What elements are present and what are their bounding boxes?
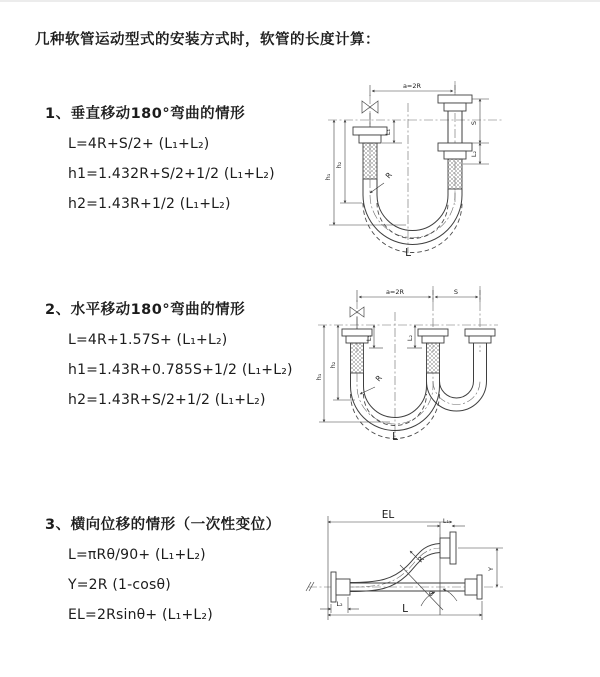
diagram-horizontal-180-bend — [310, 282, 600, 462]
centerlines — [328, 81, 502, 253]
dimension-el — [328, 509, 452, 620]
el-label: EL — [381, 509, 395, 521]
centerline-break-mark — [306, 582, 314, 591]
page-title: 几种软管运动型式的安装方式时，软管的长度计算： — [35, 32, 380, 48]
s-label: S — [453, 288, 459, 296]
l-label: L — [405, 247, 411, 259]
y-label: Y — [487, 567, 495, 571]
l1-label: L₁ — [442, 517, 450, 525]
formula-EL: EL=2Rsinθ+ (L₁+L₂) — [68, 607, 213, 623]
diagram-vertical-180-bend — [310, 77, 600, 272]
formula-h1: h1=1.43R+0.785S+1/2 (L₁+L₂) — [68, 362, 293, 378]
h2-label: h₂ — [329, 361, 337, 369]
middle-pipe-flange — [418, 329, 448, 373]
dimension-l — [328, 601, 482, 620]
right-pipe-flange — [465, 329, 495, 357]
dimension-l2 — [406, 325, 422, 348]
r-label: R — [373, 373, 384, 384]
formula-L: L=4R+S/2+ (L₁+L₂) — [68, 136, 210, 152]
formula-L: L=πRθ/90+ (L₁+L₂) — [68, 547, 206, 563]
section-3-heading: 3、横向位移的情形（一次性变位） — [45, 517, 281, 533]
hose-s-curve — [350, 544, 440, 592]
s-label: S — [470, 120, 478, 126]
dimension-l1 — [365, 325, 383, 348]
l2-label: L₂ — [336, 600, 343, 608]
dimension-s-l2 — [463, 99, 489, 164]
right-flange — [465, 575, 482, 599]
l2-label: L₂ — [470, 150, 478, 158]
dimension-l1 — [382, 120, 402, 143]
formula-h2: h2=1.43R+1/2 (L₁+L₂) — [68, 196, 231, 212]
l1-label: L₁ — [384, 128, 392, 136]
l2-label: L₂ — [406, 334, 414, 342]
a2r-label: a=2R — [385, 288, 405, 296]
h1-label: h₁ — [324, 173, 332, 181]
valve-icon — [362, 101, 378, 127]
section-horizontal-180 — [45, 301, 293, 409]
dimension-a2r-s — [357, 288, 480, 302]
valve-icon — [350, 307, 364, 329]
diagram-lateral-displacement — [300, 502, 600, 662]
r-label: R — [415, 554, 426, 565]
left-flange — [331, 572, 350, 602]
dimension-l1 — [427, 517, 465, 534]
section-1-heading: 1、垂直移动180°弯曲的情形 — [45, 106, 246, 122]
formula-L: L=4R+1.57S+ (L₁+L₂) — [68, 332, 228, 348]
section-lateral-displacement — [45, 516, 281, 624]
dimension-a2r — [370, 82, 455, 96]
a2r-label: a=2R — [402, 82, 422, 90]
section-2-heading: 2、水平移动180°弯曲的情形 — [45, 302, 246, 318]
h1-label: h₁ — [315, 373, 323, 381]
theta-label: θ — [429, 590, 433, 598]
l-label: L — [402, 603, 408, 615]
l-label: L — [392, 431, 398, 443]
hose-u-bend — [363, 179, 462, 253]
l1-label: L₁ — [365, 334, 373, 342]
h2-label: h₂ — [335, 161, 343, 169]
formula-Y: Y=2R (1-cosθ) — [68, 577, 171, 593]
r-label: R — [383, 170, 394, 181]
left-pipe-flange — [353, 127, 387, 179]
formula-h1: h1=1.432R+S/2+1/2 (L₁+L₂) — [68, 166, 275, 182]
upper-flange — [440, 532, 456, 564]
section-vertical-180 — [45, 105, 275, 213]
formula-h2: h2=1.43R+S/2+1/2 (L₁+L₂) — [68, 392, 266, 408]
dimension-l2 — [320, 597, 359, 613]
